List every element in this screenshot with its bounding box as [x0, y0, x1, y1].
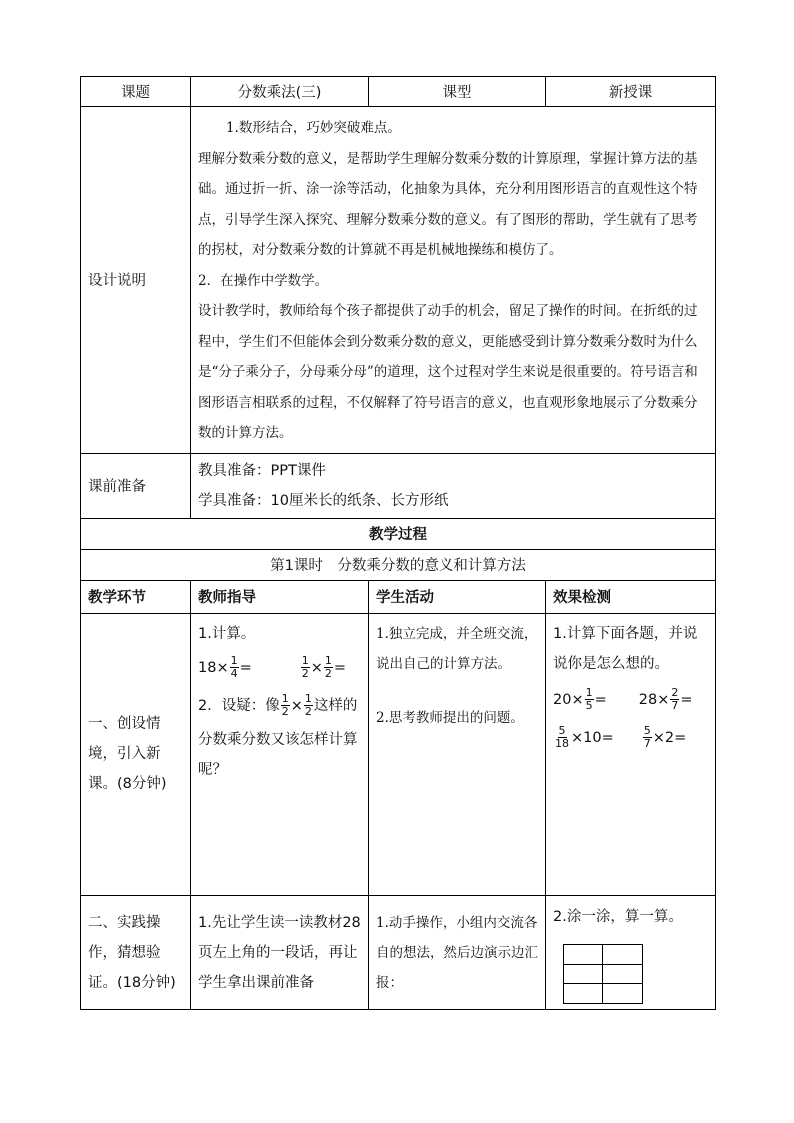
check-2-instruction: 2.涂一涂，算一算。	[553, 908, 683, 925]
expr-b-denominator-2: 2	[324, 667, 332, 680]
question-operator: ×	[290, 697, 303, 714]
prep-row	[81, 453, 716, 518]
check-1-line-1	[553, 681, 708, 719]
expr-b-denominator-1: 2	[301, 667, 309, 680]
type-label: 课型	[369, 77, 546, 107]
question-numerator-2: 1	[304, 692, 312, 705]
column-header-teacher: 教师指导	[191, 580, 369, 613]
check-expr-4-fraction	[643, 725, 652, 750]
stage-2-student: 1.动手操作，小组内交流各自的想法，然后边演示边汇报：	[369, 895, 546, 1009]
prep-student: 学具准备：10厘米长的纸条、长方形纸	[198, 492, 449, 509]
expr-b-equals: =	[333, 659, 347, 676]
check-expr-4-suffix: ×2=	[652, 729, 687, 746]
question-fraction-2	[304, 693, 313, 718]
check-1-line-2	[553, 719, 708, 757]
column-header-row	[81, 580, 716, 613]
lesson-title-row	[81, 549, 716, 580]
prep-label: 课前准备	[81, 453, 191, 518]
stage-1-teacher	[191, 613, 369, 895]
check-expr-1-equals: =	[594, 691, 607, 708]
column-header-stage: 教学环节	[81, 580, 191, 613]
check-1-instruction: 1.计算下面各题，并说说你是怎么想的。	[553, 625, 698, 672]
student-1-activity-2: 2.思考教师提出的问题。	[376, 709, 524, 726]
question-fraction-1	[281, 693, 290, 718]
expr-a-prefix: 18×	[198, 659, 229, 676]
design-content	[191, 107, 716, 454]
design-point-2: 2．在操作中学数学。	[198, 272, 329, 289]
check-expr-3-fraction	[554, 725, 570, 750]
prep-content	[191, 453, 716, 518]
check-expr-3-numerator: 5	[558, 724, 566, 737]
teacher-1-question-line	[198, 687, 361, 725]
stage-row-2	[81, 895, 716, 1009]
type-value: 新授课	[546, 77, 716, 107]
column-header-check: 效果检测	[546, 580, 716, 613]
question-numerator-1: 1	[281, 692, 289, 705]
check-expr-4-numerator: 5	[643, 724, 651, 737]
expr-b-fraction-1	[301, 655, 310, 680]
check-expr-2-fraction	[670, 687, 679, 712]
check-expr-1-numerator: 1	[585, 686, 593, 699]
lesson-plan-table	[80, 76, 716, 1010]
design-row	[81, 107, 716, 454]
teacher-1-question-rest: 分数乘分数又该怎样计算呢？	[198, 731, 358, 778]
expr-b-numerator-1: 1	[301, 654, 309, 667]
check-expr-2-denominator: 7	[671, 699, 679, 712]
check-expr-4-denominator: 7	[643, 737, 651, 750]
expr-b-numerator-2: 1	[324, 654, 332, 667]
stage-2-name: 二、实践操作，猜想验证。(18分钟)	[81, 895, 191, 1009]
design-point-1: 1.数形结合，巧妙突破难点。	[226, 120, 401, 136]
stage-1-student	[369, 613, 546, 895]
check-expr-3-suffix: ×10=	[571, 729, 614, 746]
process-title: 教学过程	[81, 518, 716, 549]
question-denominator-2: 2	[304, 705, 312, 718]
column-header-student: 学生活动	[369, 580, 546, 613]
topic-value: 分数乘法(三)	[191, 77, 369, 107]
question-prefix: 2．设疑：像	[198, 697, 280, 714]
expr-b-operator: ×	[310, 659, 323, 676]
lesson-title: 第1课时 分数乘分数的意义和计算方法	[81, 549, 716, 580]
expr-a-denominator: 4	[230, 667, 238, 680]
header-row	[81, 77, 716, 107]
stage-1-name: 一、创设情境，引入新课。(8分钟)	[81, 613, 191, 895]
expr-b-fraction-2	[324, 655, 333, 680]
design-label: 设计说明	[81, 107, 191, 454]
check-expr-2-prefix: 28×	[638, 691, 670, 708]
check-expr-1-denominator: 5	[585, 699, 593, 712]
question-denominator-1: 2	[281, 705, 289, 718]
topic-label: 课题	[81, 77, 191, 107]
stage-1-check	[546, 613, 716, 895]
teacher-1-task: 1.计算。	[198, 625, 256, 642]
check-expr-3-denominator: 18	[555, 737, 569, 750]
stage-row-1	[81, 613, 716, 895]
design-paragraph-2: 设计教学时，教师给每个孩子都提供了动手的机会，留足了操作的时间。在折纸的过程中，学生们不但能体会到分数乘分数的意义，更能感受到计算分数乘分数时为什么是“分子乘分子，分母乘分母”的道理，这个过程对学生来说是很重要的。符号语言和图形语言相联系的过程，不仅解释了符号语言的意义，也直观形象地展示了分数乘分数的计算方法。	[198, 303, 698, 441]
check-expr-1-fraction	[585, 687, 594, 712]
expr-a-fraction	[230, 655, 239, 680]
rectangle-grid-figure	[563, 944, 643, 1004]
teacher-1-expressions	[198, 649, 361, 687]
prep-teacher: 教具准备：PPT课件	[198, 462, 326, 479]
stage-2-check	[546, 895, 716, 1009]
process-title-row	[81, 518, 716, 549]
expr-a-equals: =	[239, 659, 252, 676]
check-expr-1-prefix: 20×	[553, 691, 584, 708]
question-suffix: 这样的	[313, 697, 358, 714]
student-1-activity-1: 1.独立完成，并全班交流，说出自己的计算方法。	[376, 625, 538, 672]
stage-2-teacher: 1.先让学生读一读教材28页左上角的一段话，再让学生拿出课前准备	[191, 895, 369, 1009]
expr-a-numerator: 1	[230, 654, 238, 667]
check-expr-2-numerator: 2	[671, 686, 679, 699]
design-paragraph-1: 理解分数乘分数的意义，是帮助学生理解分数乘分数的计算原理，掌握计算方法的基础。通过折一折、涂一涂等活动，化抽象为具体，充分利用图形语言的直观性这个特点，引导学生深入探究、理解分数乘分数的意义。有了图形的帮助，学生就有了思考的拐杖，对分数乘分数的计算就不再是机械地操练和模仿了。	[198, 150, 698, 258]
check-expr-2-equals: =	[680, 691, 693, 708]
